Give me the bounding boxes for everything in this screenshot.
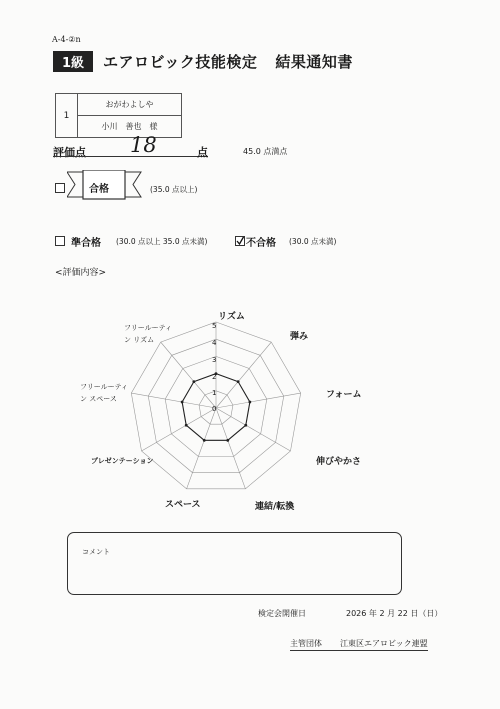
candidate-number: 1 <box>56 94 78 137</box>
data-point-6 <box>185 424 188 427</box>
scale-0: 0 <box>212 405 217 413</box>
exam-date-value: 2026 年 2 月 22 日（日） <box>346 609 443 618</box>
axis-spoke-1 <box>216 342 271 408</box>
candidate-kana: おがわよしや <box>78 94 181 116</box>
exam-date-label: 検定会開催日 <box>258 609 306 618</box>
score-label: 評価点 <box>53 146 86 159</box>
pass-label: 合格 <box>89 184 109 195</box>
data-point-5 <box>203 439 206 442</box>
scale-2: 2 <box>212 373 217 381</box>
organizer-value: 江東区エアロビック連盟 <box>340 639 428 648</box>
axis-label-free-space: フリールーティン スペース <box>80 383 129 403</box>
candidate-name: 小川 善也 様 <box>101 122 158 131</box>
comment-box <box>67 532 402 595</box>
title-main: エアロビック技能検定 <box>103 53 258 71</box>
axis-label-presentation: プレゼンテーション <box>91 457 154 465</box>
organizer-label: 主管団体 <box>290 639 322 648</box>
data-point-4 <box>226 439 229 442</box>
semi-pass-label: 準合格 <box>71 238 101 249</box>
axis-label-rhythm: リズム <box>218 312 245 322</box>
axis-label-form: フォーム <box>326 390 362 400</box>
scale-1: 1 <box>212 389 217 397</box>
axis-label-transition: 連結/転換 <box>255 502 295 512</box>
axis-label-space: スペース <box>165 500 201 510</box>
comment-label: コメント <box>82 548 110 556</box>
axis-spoke-4 <box>216 408 245 489</box>
score-value: 18 <box>130 133 157 157</box>
scale-3: 3 <box>212 356 217 364</box>
axis-spoke-5 <box>187 408 216 489</box>
title-sub: 結果通知書 <box>275 53 353 71</box>
document-code: A-4-②n <box>52 35 81 44</box>
data-point-8 <box>192 380 195 383</box>
fail-criteria: (30.0 点未満) <box>289 237 337 246</box>
data-point-7 <box>181 401 184 404</box>
scale-5: 5 <box>212 322 217 330</box>
section-title: <評価内容> <box>55 268 107 278</box>
full-marks: 45.0 点満点 <box>243 147 288 156</box>
axis-spoke-2 <box>216 393 301 408</box>
pass-criteria: (35.0 点以上) <box>150 185 198 194</box>
axis-label-bounce: 弾み <box>290 332 309 342</box>
axis-spoke-7 <box>131 393 216 408</box>
data-point-2 <box>248 401 251 404</box>
exam-date <box>258 608 442 619</box>
axis-spoke-8 <box>161 342 216 408</box>
axis-spoke-3 <box>216 408 290 451</box>
data-point-1 <box>237 380 240 383</box>
axis-spoke-6 <box>142 408 216 451</box>
fail-label: 不合格 <box>246 238 276 249</box>
axis-label-free-rhythm: フリールーティン リズム <box>124 324 173 344</box>
data-point-3 <box>244 424 247 427</box>
organizer <box>290 638 428 651</box>
level-badge: 1級 <box>53 51 93 72</box>
score-unit: 点 <box>197 146 208 159</box>
semi-pass-criteria: (30.0 点以上 35.0 点未満) <box>116 237 208 246</box>
axis-label-extension: 伸びやかさ <box>316 457 362 467</box>
scale-4: 4 <box>212 339 217 347</box>
